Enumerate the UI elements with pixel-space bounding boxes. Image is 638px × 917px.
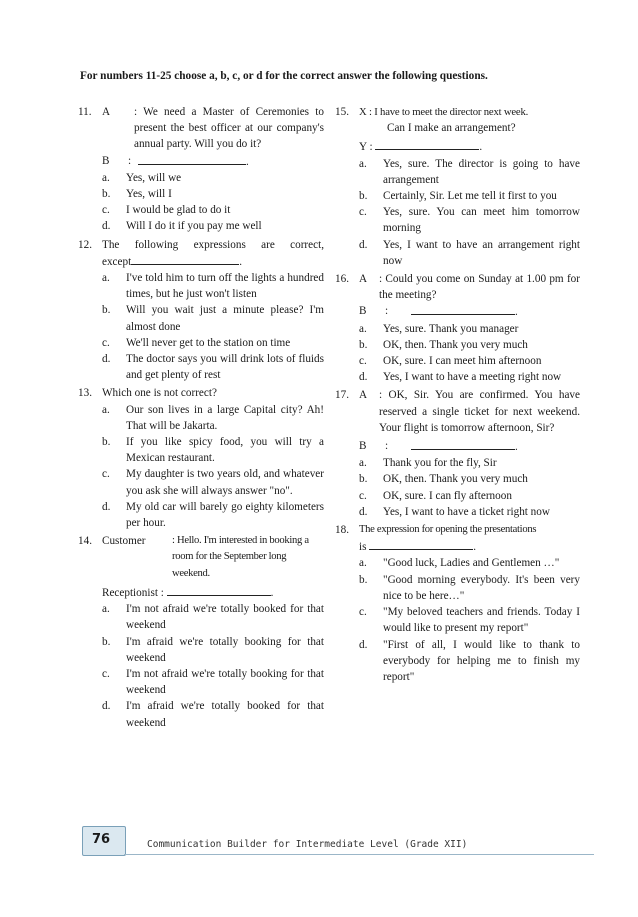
option-b[interactable]: b. "Good morning everybody. It's been very nice to be here…" [359, 573, 580, 602]
option-d[interactable]: d. I'm afraid we're totally booked for that weekend [102, 700, 324, 729]
option-c[interactable]: c. OK, sure. I can meet him afternoon [359, 355, 542, 368]
option-d[interactable]: d. "First of all, I would like to thank to everybody for helping me to finish my report" [359, 638, 580, 683]
question-14: 14. Customer : Hello. I'm interested in booking a room for the September long weekend. Receptionist : . a. I'm not afraid we're totally booked for that weekend b. I'm afraid we're totally booking for that weekend c. I'm not afraid we're totally booking for that weekend d. I'm afraid we're totally booked for that weekend [78, 533, 324, 730]
option-a[interactable]: a. "Good luck, Ladies and Gentlemen …" [359, 557, 560, 570]
left-column [78, 104, 324, 733]
question-17: 17. A : OK, Sir. You are confirmed. You have reserved a single ticket for next weekend. Your flight is tomorrow afternoon, Sir? B : . a. Thank you for the fly, Sir b. OK, then. Thank you very much c. OK, sure. I can fly afternoon d. Yes, I want to have a ticket right now [335, 387, 580, 520]
option-c[interactable]: c. I'm not afraid we're totally booking for that weekend [102, 667, 324, 697]
dialogue-line: : Hello. I'm interested in booking a room for the September long weekend. [172, 535, 309, 579]
question-number: 13. [78, 387, 92, 400]
option-b[interactable]: b. Will you wait just a minute please? I'm almost done [102, 304, 324, 333]
question-18: 18. The expression for opening the presentations is . a. "Good luck, Ladies and Gentlemen …" b. "Good morning everybody. It's been very nice to be here…" c. "My beloved teachers and friends. Today I would like to present my report" d. "First of all, I would like to thank to everybody for helping me to finish my report" [335, 522, 580, 685]
option-d[interactable]: d. The doctor says you will drink lots of fluids and get plenty of rest [102, 353, 324, 382]
book-title: Communication Builder for Intermediate Level (Grade XII) [147, 839, 468, 850]
option-a[interactable]: a. I'm not afraid we're totally booked for that weekend [102, 603, 324, 632]
answer-blank [167, 584, 271, 596]
speaker-b: B [359, 440, 367, 453]
option-c[interactable]: c. I would be glad to do it [102, 204, 231, 217]
option-b[interactable]: b. Yes, will I [102, 188, 172, 201]
option-b[interactable]: b. OK, then. Thank you very much [359, 338, 528, 351]
option-b[interactable]: b. I'm afraid we're totally booking for that weekend [102, 635, 324, 664]
speaker-a: A [102, 106, 111, 118]
question-number: 16. [335, 273, 349, 286]
speaker-customer: Customer [102, 535, 146, 548]
dialogue-line-2: Can I make an arrangement? [387, 122, 516, 135]
option-a[interactable]: a. Yes, will we [102, 171, 182, 184]
speaker-b: B [102, 154, 110, 167]
dialogue-line: : Could you come on Sunday at 1.00 pm for the meeting? [379, 273, 580, 302]
option-d[interactable]: d. Yes, I want to have a ticket right now [359, 505, 550, 518]
option-d[interactable]: d. Yes, I want to have a meeting right now [359, 371, 562, 384]
answer-blank [131, 253, 239, 265]
question-stem: Which one is not correct? [102, 387, 217, 400]
option-c[interactable]: c. "My beloved teachers and friends. Today I would like to present my report" [359, 606, 580, 635]
dialogue-line: : OK, Sir. You are confirmed. You have reserved a single ticket for next weekend. Your flight is tomorrow afternoon, Sir? [379, 389, 580, 434]
option-d[interactable]: d. Will I do it if you pay me well [102, 220, 262, 233]
option-c[interactable]: c. We'll never get to the station on time [102, 336, 291, 349]
option-a[interactable]: a. Yes, sure. The director is going to have arrangement [359, 157, 580, 186]
question-13 [78, 385, 324, 531]
question-16: 16. A : Could you come on Sunday at 1.00 pm for the meeting? B : . a. Yes, sure. Thank you manager b. OK, then. Thank you very much c. OK, sure. I can meet him afternoon d. Yes, I want to have a meeting right now [335, 271, 580, 385]
question-number: 14. [78, 535, 92, 548]
option-d[interactable]: d. My old car will barely go eighty kilometers per hour. [102, 500, 324, 530]
question-11: 11. A : We need a Master of Ceremonies to present the best officer at our company's annual party. Will you do it? B : . a. Yes, will we b. Yes, will I c. I would be glad to do it d. Will I do it if you pay me well [78, 104, 324, 235]
footer-divider [124, 854, 594, 855]
option-a[interactable]: a. Thank you for the fly, Sir [359, 457, 497, 470]
instruction: For numbers 11-25 choose a, b, c, or d for the correct answer the following questions. [80, 70, 488, 82]
option-b[interactable]: b. If you like spicy food, you will try a Mexican restaurant. [102, 436, 324, 465]
option-a[interactable]: a. Our son lives in a large Capital city? Ah! That will be Jakarta. [102, 403, 324, 432]
speaker-a: A [359, 273, 368, 286]
speaker-b: B [359, 305, 367, 318]
speaker-a: A [359, 389, 368, 402]
question-number: 17. [335, 389, 349, 402]
option-a[interactable]: a. Yes, sure. Thank you manager [359, 322, 519, 335]
page-number: 76 [92, 832, 111, 847]
speaker-y: Y : [359, 141, 373, 154]
speaker-receptionist: Receptionist : [102, 586, 164, 599]
question-number: 15. [335, 106, 349, 118]
answer-blank [411, 303, 515, 315]
question-number: 18. [335, 524, 349, 537]
answer-blank [375, 138, 479, 150]
answer-blank [138, 153, 246, 165]
dialogue-line: : We need a Master of Ceremonies to present the best officer at our company's annual party. Will you do it? [134, 106, 324, 151]
question-stem: The following expressions are correct, [102, 238, 324, 251]
question-stem: The expression for opening the presentations [359, 524, 537, 536]
question-12: 12. The following expressions are correct, except . a. I've told him to turn off the lights a hundred times, but he just won't listen b. Will you wait just a minute please? I'm almost done c. We'll never get to the station on time d. The doctor says you will drink lots of fluids and get plenty of rest [78, 237, 324, 384]
option-b[interactable]: b. OK, then. Thank you very much [359, 473, 528, 486]
right-column [335, 104, 580, 687]
answer-blank [369, 538, 473, 550]
options-list [78, 170, 324, 235]
option-c[interactable]: c. OK, sure. I can fly afternoon [359, 489, 512, 502]
option-a[interactable]: a. I've told him to turn off the lights a hundred times, but he just won't listen [102, 272, 324, 301]
question-number: 11. [78, 106, 92, 118]
answer-blank [411, 438, 515, 450]
option-b[interactable]: b. Certainly, Sir. Let me tell it first to you [359, 190, 557, 203]
dialogue-line: X : I have to meet the director next week. [359, 106, 529, 118]
option-c[interactable]: c. Yes, sure. You can meet him tomorrow morning [359, 206, 580, 235]
option-c[interactable]: c. My daughter is two years old, and whatever you ask she will always answer "no". [102, 468, 324, 497]
question-15: 15. X : I have to meet the director next week. Can I make an arrangement? Y : . a. Yes, sure. The director is going to have arrangement b. Certainly, Sir. Let me tell it first to you c. Yes, sure. You can meet him tomorrow morning d. Yes, I want to have an arrangement right now [335, 104, 580, 269]
option-d[interactable]: d. Yes, I want to have an arrangement right now [359, 238, 580, 267]
question-number: 12. [78, 238, 92, 251]
